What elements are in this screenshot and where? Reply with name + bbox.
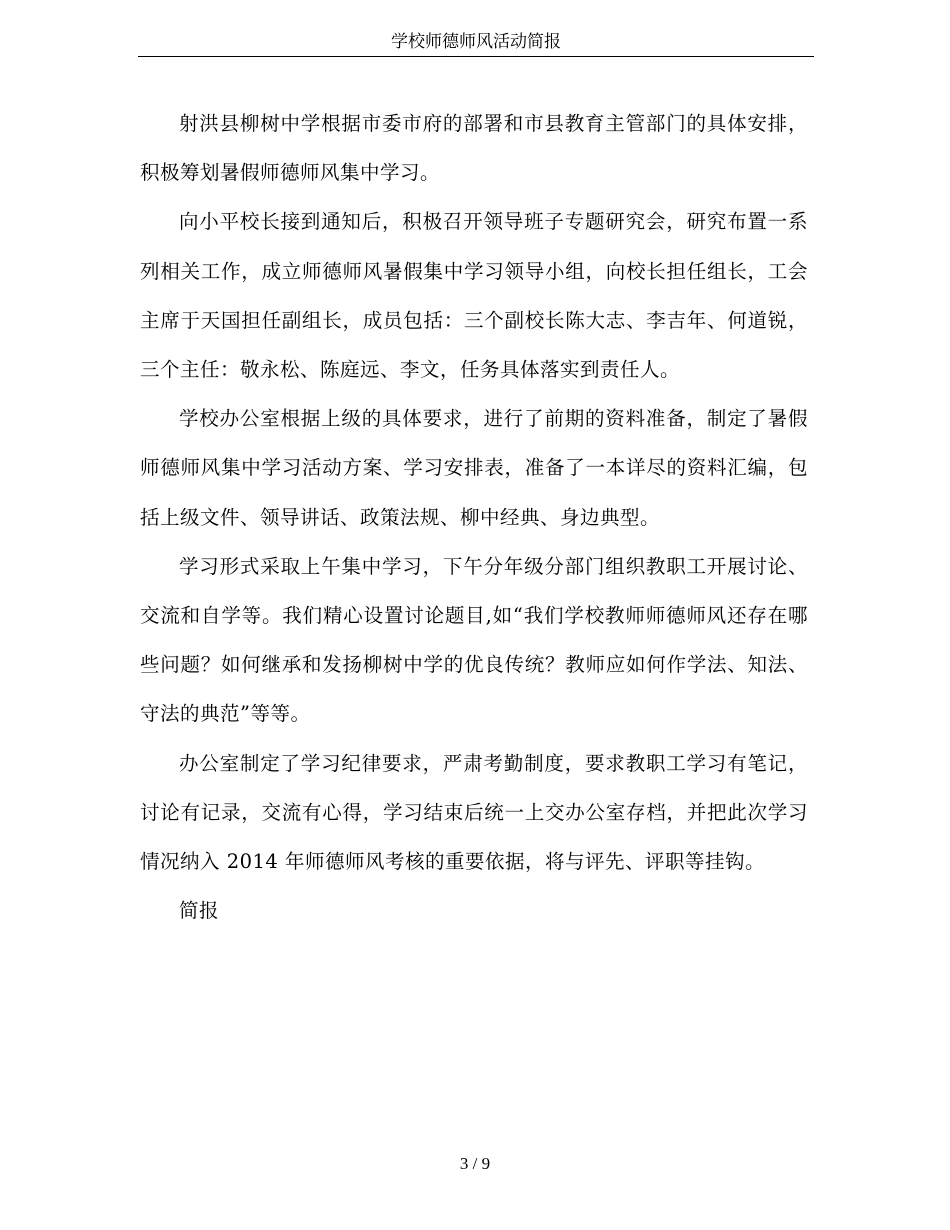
page-header bbox=[138, 28, 814, 57]
document-title: 学校师德师风活动简报 bbox=[391, 32, 561, 52]
paragraph-1: 射洪县柳树中学根据市委市府的部署和市县教育主管部门的具体安排，积极筹划暑假师德师风集中学习。 bbox=[140, 112, 808, 185]
page-number: 3 / 9 bbox=[459, 1154, 491, 1173]
paragraph-4: 学习形式采取上午集中学习，下午分年级分部门组织教职工开展讨论、交流和自学等。我们精心设置讨论题目,如“我们学校教师师德师风还存在哪些问题？如何继承和发扬柳树中学的优良传统？教师应如何作学法、知法、守法的典范”等等。 bbox=[140, 554, 808, 726]
paragraph-5: 办公室制定了学习纪律要求，严肃考勤制度，要求教职工学习有笔记，讨论有记录，交流有心得，学习结束后统一上交办公室存档，并把此次学习情况纳入 2014 年师德师风考核的重要依据，将与评先、评职等挂钩。 bbox=[140, 751, 808, 874]
document-body bbox=[140, 99, 808, 935]
paragraph-6: 简报 bbox=[179, 899, 220, 923]
paragraph-2: 向小平校长接到通知后，积极召开领导班子专题研究会，研究布置一系列相关工作，成立师德师风暑假集中学习领导小组，向校长担任组长，工会主席于天国担任副组长，成员包括：三个副校长陈大志、李吉年、何道锐，三个主任：敬永松、陈庭远、李文，任务具体落实到责任人。 bbox=[140, 210, 808, 382]
page-footer bbox=[0, 1152, 950, 1176]
paragraph-3: 学校办公室根据上级的具体要求，进行了前期的资料准备，制定了暑假师德师风集中学习活动方案、学习安排表，准备了一本详尽的资料汇编，包括上级文件、领导讲话、政策法规、柳中经典、身边典型。 bbox=[140, 407, 808, 529]
